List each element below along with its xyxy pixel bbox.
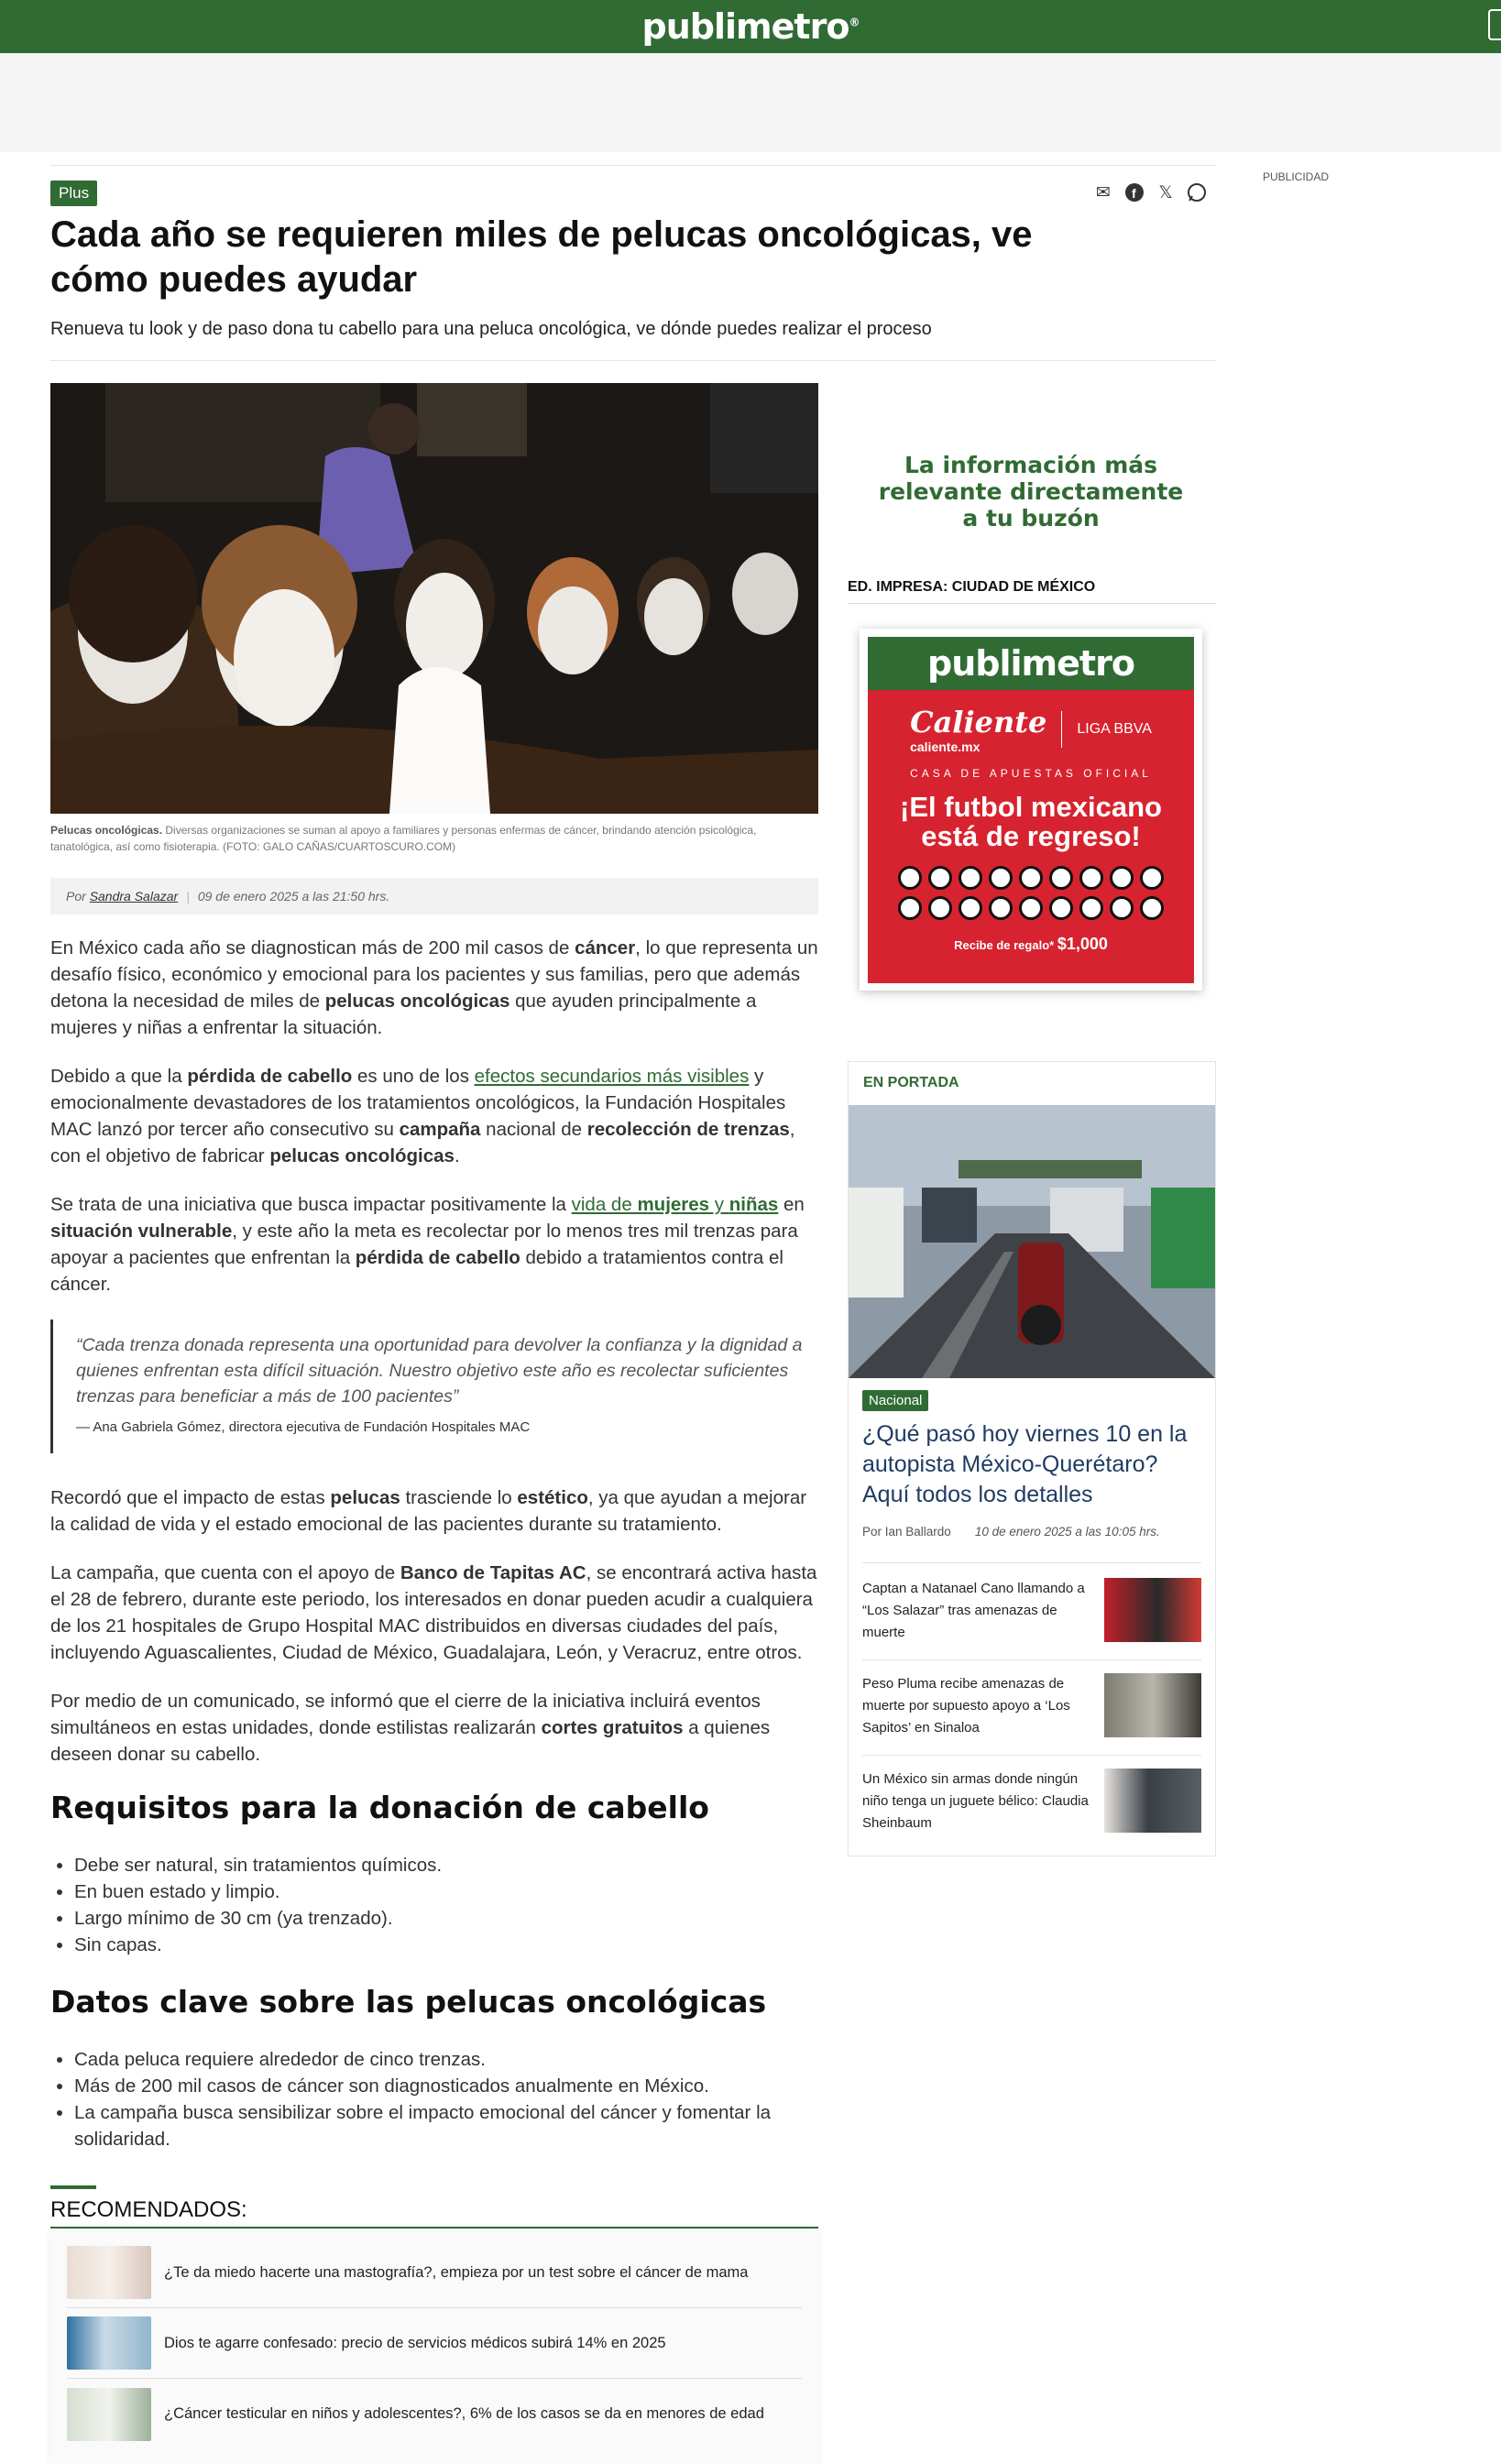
widget-label: EN PORTADA xyxy=(863,1075,959,1090)
thumbnail xyxy=(67,2246,151,2299)
team-badge-icon xyxy=(928,866,952,890)
x-icon[interactable]: 𝕏 xyxy=(1158,182,1173,203)
caption-text: Diversas organizaciones se suman al apoyo a familiares y personas enfermas de cáncer, brindando atención psicológica, tanatológica, así como fisioterapia. (FOTO: GALO CAÑAS/CUARTOSCURO.COM) xyxy=(50,824,757,853)
requirements-list xyxy=(74,1852,818,1958)
recommended-item[interactable] xyxy=(67,2238,802,2308)
featured-image[interactable] xyxy=(849,1105,1215,1378)
image-caption xyxy=(50,822,818,855)
whatsapp-icon[interactable] xyxy=(1186,181,1208,203)
inline-link[interactable]: efectos secundarios más visibles xyxy=(474,1066,750,1087)
team-badge-icon xyxy=(989,866,1013,890)
featured-date: 10 de enero 2025 a las 10:05 hrs. xyxy=(974,1525,1160,1539)
section-heading: Datos clave sobre las pelucas oncológicas xyxy=(50,1984,767,2020)
brand-logo: Caliente xyxy=(910,705,1047,739)
team-badge-icon xyxy=(1079,896,1103,920)
list-item: • Sin capas. xyxy=(74,1932,818,1958)
brand-separator xyxy=(1061,711,1062,748)
category-tag[interactable]: Nacional xyxy=(862,1390,928,1411)
newsletter-line: a tu buzón xyxy=(962,505,1100,531)
article-body xyxy=(50,935,818,2178)
team-badge-icon xyxy=(1110,896,1134,920)
headline-item[interactable] xyxy=(862,1578,1201,1646)
cover-page xyxy=(868,637,1194,983)
list-item: • En buen estado y limpio. xyxy=(74,1878,818,1905)
newsletter-line: La información más xyxy=(904,452,1158,478)
brand-url: caliente.mx xyxy=(910,739,981,754)
facebook-icon[interactable] xyxy=(1123,181,1145,203)
paragraph: Recordó que el impacto de estas pelucas trasciende lo estético, ya que ayudan a mejorar la calidad de vida y el estado emocional de las pacientes durante su tratamiento. xyxy=(50,1487,807,1535)
team-badge-icon xyxy=(1110,866,1134,890)
divider xyxy=(50,360,1216,361)
team-badge-icon xyxy=(989,896,1013,920)
team-badges xyxy=(868,866,1194,920)
edition-label: ED. IMPRESA: CIUDAD DE MÉXICO xyxy=(848,579,1096,595)
recommended-list xyxy=(50,2229,818,2464)
team-badge-icon xyxy=(1019,866,1043,890)
newsletter-line: relevante directamente xyxy=(878,478,1184,505)
team-badge-icon xyxy=(898,866,922,890)
recommended-title: RECOMENDADOS: xyxy=(50,2197,247,2222)
byline-separator: | xyxy=(186,889,190,903)
thumbnail xyxy=(1104,1578,1201,1642)
featured-author: Por Ian Ballardo xyxy=(862,1525,951,1539)
top-ad-band xyxy=(0,53,1501,152)
print-edition-cover[interactable] xyxy=(860,629,1202,991)
league-logo: LIGA BBVA xyxy=(1077,721,1152,737)
headline-item[interactable] xyxy=(862,1673,1201,1741)
publish-date: 09 de enero 2025 a las 21:50 hrs. xyxy=(197,889,390,903)
ad-label: PUBLICIDAD xyxy=(1263,170,1330,183)
list-item: • Debe ser natural, sin tratamientos químicos. xyxy=(74,1852,818,1878)
recommended-item-title: ¿Cáncer testicular en niños y adolescentes?, 6% de los casos se da en menores de edad xyxy=(164,2405,764,2422)
team-badge-icon xyxy=(1049,896,1073,920)
paragraph: La campaña, que cuenta con el apoyo de Banco de Tapitas AC, se encontrará activa hasta el 28 de febrero, durante este periodo, los interesados en donar pueden acudir a cualquiera de los 21 hospitales de Grupo Hospital MAC distribuidos en diversas ciudades del país, incluyendo Aguascalientes, Ciudad de México, Guadalajara, León, y Veracruz, entre otros. xyxy=(50,1562,817,1663)
cover-footer: Recibe de regalo* $1,000 xyxy=(954,935,1108,953)
inline-link[interactable]: vida de mujeres y niñas xyxy=(571,1194,779,1215)
newsletter-promo[interactable] xyxy=(848,452,1214,531)
headline-item-title: Captan a Natanael Cano llamando a “Los Salazar” tras amenazas de muerte xyxy=(862,1581,1085,1640)
recommended-item-title: Dios te agarre confesado: precio de servicios médicos subirá 14% en 2025 xyxy=(164,2334,666,2351)
article-title: Cada año se requieren miles de pelucas oncológicas, ve cómo puedes ayudar xyxy=(50,214,1033,300)
menu-tab-icon[interactable] xyxy=(1488,9,1501,40)
featured-meta xyxy=(862,1525,1160,1539)
featured-headline[interactable]: ¿Qué pasó hoy viernes 10 en la autopista México-Querétaro? Aquí todos los detalles xyxy=(862,1421,1188,1507)
paragraph: Se trata de una iniciativa que busca impactar positivamente la vida de mujeres y niñas en situación vulnerable, y este año la meta es recolectar por lo menos tres mil trenzas para apoyar a pacientes que enfrentan la pérdida de cabello debido a tratamientos contra el cáncer. xyxy=(50,1194,805,1295)
paragraph: En México cada año se diagnostican más de 200 mil casos de cáncer, lo que representa un desafío físico, económico y emocional para los pacientes y sus familias, pero que además detona la necesidad de miles de pelucas oncológicas que ayuden principalmente a mujeres y niñas a enfrentar la situación. xyxy=(50,937,818,1038)
team-badge-icon xyxy=(1049,866,1073,890)
quote-citation: — Ana Gabriela Gómez, directora ejecutiva de Fundación Hospitales MAC xyxy=(76,1419,531,1435)
list-item: • Más de 200 mil casos de cáncer son diagnosticados anualmente en México. xyxy=(74,2073,818,2099)
article-subtitle: Renueva tu look y de paso dona tu cabello para una peluca oncológica, ve dónde puedes realizar el proceso xyxy=(50,319,932,339)
list-item: • Largo mínimo de 30 cm (ya trenzado). xyxy=(74,1905,818,1932)
site-header xyxy=(0,0,1501,53)
list-item: • Cada peluca requiere alrededor de cinco trenzas. xyxy=(74,2046,818,2073)
cover-brand xyxy=(868,705,1194,754)
team-badge-icon xyxy=(1019,896,1043,920)
share-bar xyxy=(1092,181,1208,203)
team-badge-icon xyxy=(959,896,982,920)
thumbnail xyxy=(1104,1673,1201,1737)
team-badge-icon xyxy=(959,866,982,890)
list-item: • La campaña busca sensibilizar sobre el impacto emocional del cáncer y fomentar la solidaridad. xyxy=(74,2099,818,2152)
divider xyxy=(50,165,1216,166)
svg-text:f: f xyxy=(1132,186,1136,201)
team-badge-icon xyxy=(898,896,922,920)
key-facts-list xyxy=(74,2046,818,2152)
divider xyxy=(862,1562,1201,1563)
accent-bar xyxy=(50,2185,96,2189)
author-link[interactable]: Sandra Salazar xyxy=(89,889,179,903)
divider xyxy=(848,603,1216,604)
recommended-item[interactable] xyxy=(67,2379,802,2449)
hero-image xyxy=(50,383,818,814)
logo-text: publimetro xyxy=(641,6,849,47)
section-heading: Requisitos para la donación de cabello xyxy=(50,1790,709,1825)
team-badge-icon xyxy=(1140,896,1164,920)
section-tag[interactable]: Plus xyxy=(50,181,97,206)
cover-masthead: publimetro xyxy=(868,637,1194,690)
cover-headline: ¡El futbol mexicano está de regreso! xyxy=(900,791,1162,852)
headline-item[interactable] xyxy=(862,1769,1201,1836)
caption-lead: Pelucas oncológicas. xyxy=(50,824,163,837)
thumbnail xyxy=(67,2316,151,2370)
blockquote xyxy=(50,1320,818,1453)
thumbnail xyxy=(67,2388,151,2441)
team-badge-icon xyxy=(1140,866,1164,890)
quote-text: “Cada trenza donada representa una oportunidad para devolver la confianza y la dignidad a quienes enfrentan esta difícil situación. Nuestro objetivo este año es recolectar suficientes trenzas para beneficiar a más de 100 pacientes” xyxy=(76,1335,803,1407)
headline-item-title: Peso Pluma recibe amenazas de muerte por supuesto apoyo a ‘Los Sapitos’ en Sinaloa xyxy=(862,1676,1070,1736)
team-badge-icon xyxy=(1079,866,1103,890)
paragraph: Por medio de un comunicado, se informó que el cierre de la iniciativa incluirá eventos simultáneos en estas unidades, donde estilistas realizarán cortes gratuitos a quienes deseen donar su cabello. xyxy=(50,1691,771,1765)
headline-item-title: Un México sin armas donde ningún niño tenga un juguete bélico: Claudia Sheinbaum xyxy=(862,1771,1089,1831)
recommended-item-title: ¿Te da miedo hacerte una mastografía?, empieza por un test sobre el cáncer de mama xyxy=(164,2263,749,2281)
mail-icon[interactable]: ✉ xyxy=(1096,182,1111,203)
cover-tagline: CASA DE APUESTAS OFICIAL xyxy=(910,767,1152,780)
recommended-item[interactable] xyxy=(67,2308,802,2379)
byline xyxy=(50,878,818,914)
team-badge-icon xyxy=(928,896,952,920)
site-logo[interactable] xyxy=(642,6,860,47)
thumbnail xyxy=(1104,1769,1201,1833)
divider xyxy=(862,1659,1201,1660)
byline-prefix: Por xyxy=(66,889,86,903)
paragraph: Debido a que la pérdida de cabello es uno de los efectos secundarios más visibles y emocionalmente devastadores de los tratamientos oncológicos, la Fundación Hospitales MAC lanzó por tercer año consecutivo su campaña nacional de recolección de trenzas, con el objetivo de fabricar pelucas oncológicas. xyxy=(50,1066,795,1166)
front-page-widget xyxy=(848,1061,1216,1856)
divider xyxy=(862,1755,1201,1756)
logo-mark: ® xyxy=(849,16,860,29)
